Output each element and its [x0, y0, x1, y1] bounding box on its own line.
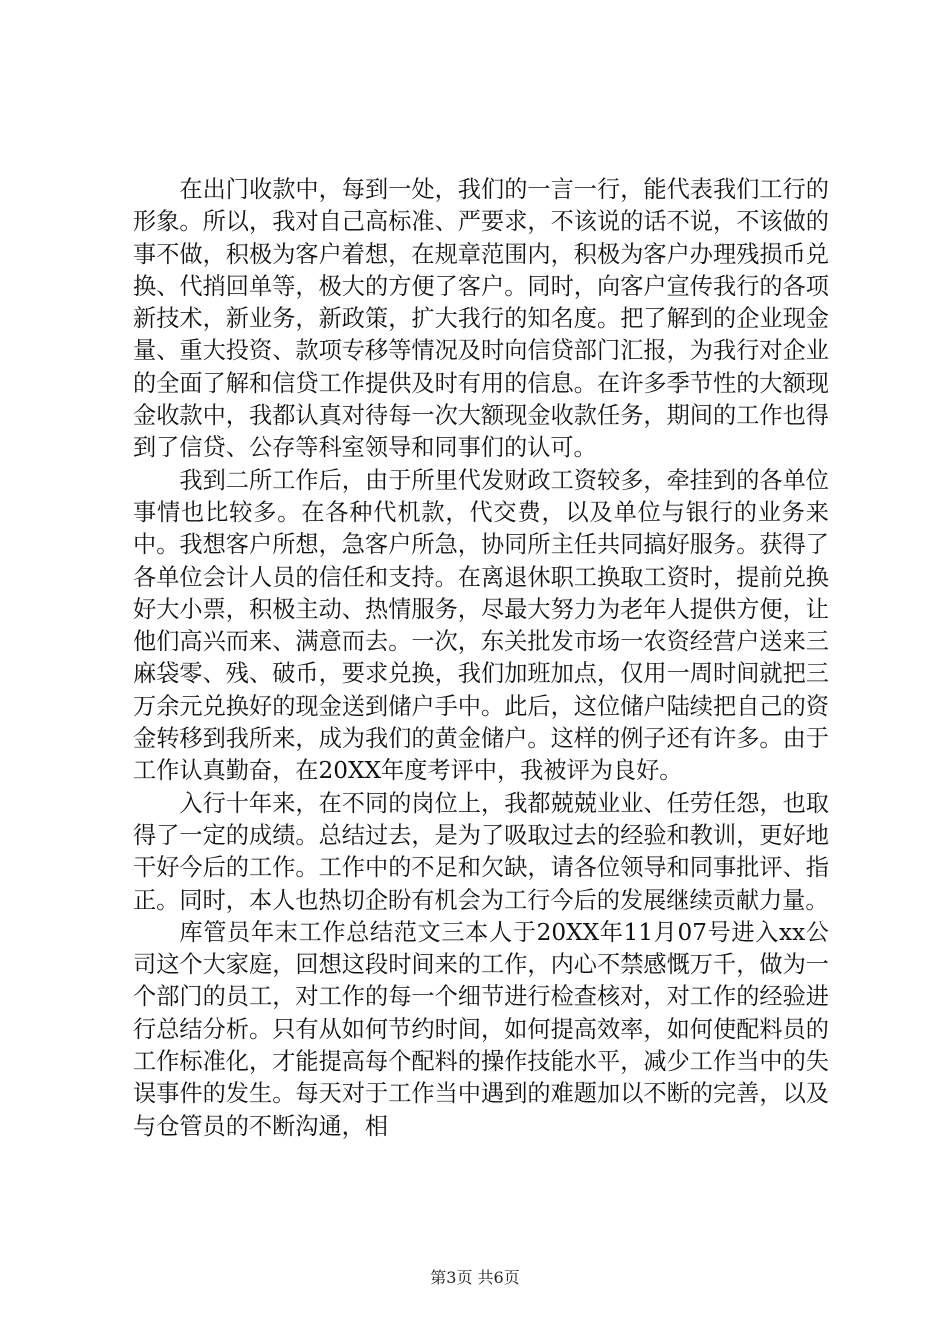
paragraph-3: 入行十年来，在不同的岗位上，我都兢兢业业、任劳任怨，也取得了一定的成绩。总结过去，是为了吸取过去的经验和教训，更好地干好今后的工作。工作中的不足和欠缺，请各位领导和同事批评、指正。同时，本人也热切企盼有机会为工行今后的发展继续贡献力量。: [133, 789, 829, 914]
paragraph-1: 在出门收款中，每到一处，我们的一言一行，能代表我们工行的形象。所以，我对自己高标准、严要求，不该说的话不说，不该做的事不做，积极为客户着想，在规章范围内，积极为客户办理残损币兑换、代捎回单等，极大的方便了客户。同时，向客户宣传我行的各项新技术，新业务，新政策，扩大我行的知名度。把了解到的企业现金量、重大投资、款项专移等情况及时向信贷部门汇报，为我行对企业的全面了解和信贷工作提供及时有用的信息。在许多季节性的大额现金收款中，我都认真对待每一次大额现金收款任务，期间的工作也得到了信贷、公存等科室领导和同事们的认可。: [133, 176, 829, 462]
paragraph-2: 我到二所工作后，由于所里代发财政工资较多，牵挂到的各单位事情也比较多。在各种代机款，代交费，以及单位与银行的业务来中。我想客户所想，急客户所急，协同所主任共同搞好服务。获得了各单位会计人员的信任和支持。在离退休职工换取工资时，提前兑换好大小票，积极主动、热情服务，尽最大努力为老年人提供方便，让他们高兴而来、满意而去。一次，东关批发市场一农资经营户送来三麻袋零、残、破币，要求兑换，我们加班加点，仅用一周时间就把三万余元兑换好的现金送到储户手中。此后，这位储户陆续把自己的资金转移到我所来，成为我们的黄金储户。这样的例子还有许多。由于工作认真勤奋，在20XX年度考评中，我被评为良好。: [133, 466, 829, 785]
body-text: [133, 174, 829, 1143]
page-footer: 第3页 共6页: [430, 1268, 520, 1287]
paragraph-4: 库管员年末工作总结范文三本人于20XX年11月07号进入xx公司这个大家庭，回想这段时间来的工作，内心不禁感慨万千，做为一个部门的员工，对工作的每一个细节进行检查核对，对工作的经验进行总结分析。只有从如何节约时间，如何提高效率，如何使配料员的工作标准化，才能提高每个配料的操作技能水平，减少工作当中的失误事件的发生。每天对于工作当中遇到的难题加以不断的完善，以及与仓管员的不断沟通，相: [133, 918, 829, 1140]
